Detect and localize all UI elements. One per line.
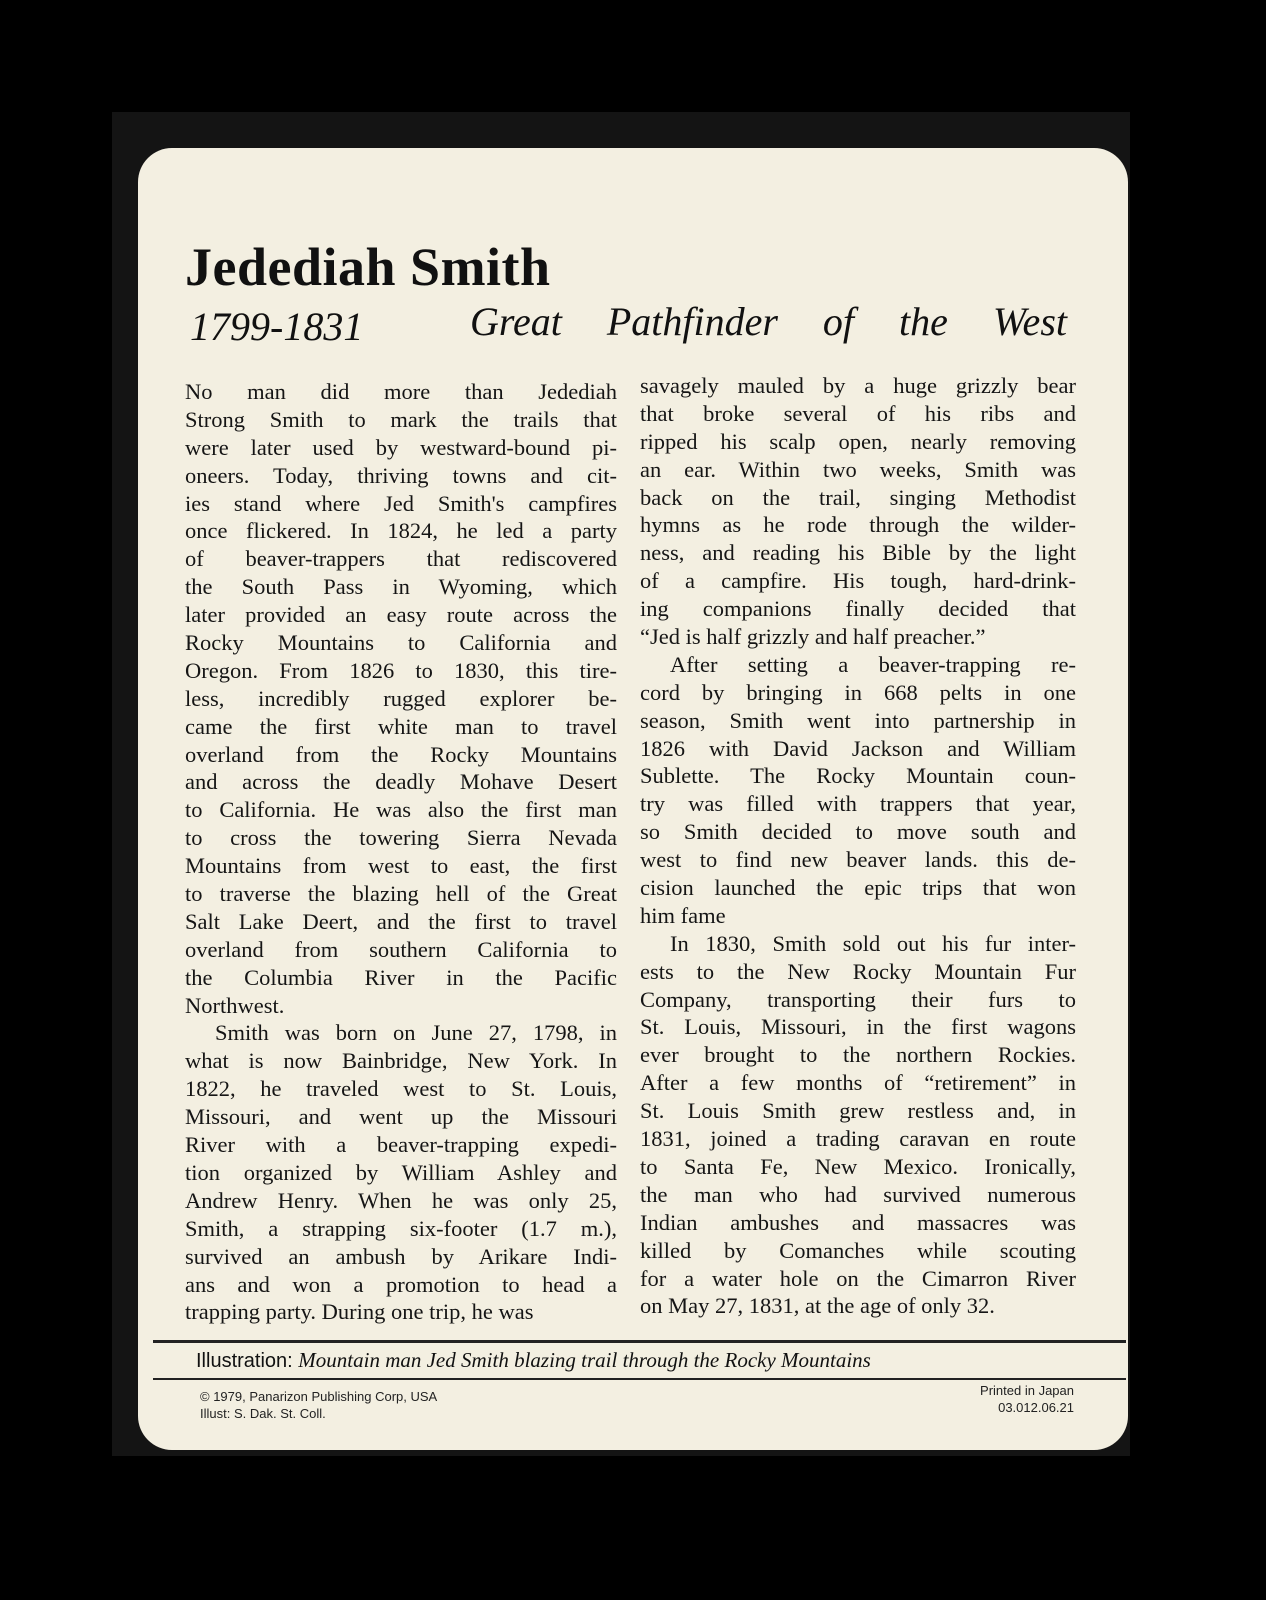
card-title: Jedediah Smith: [185, 237, 551, 297]
text-line: Sublette. The Rocky Mountain coun-: [640, 763, 1076, 789]
text-line: tion organized by William Ashley and: [185, 1159, 617, 1185]
card-code: 03.012.06.21: [998, 1400, 1074, 1415]
text-line: “Jed is half grizzly and half preacher.”: [640, 624, 986, 650]
text-line: Andrew Henry. When he was only 25,: [185, 1187, 617, 1213]
illustration-credit: Illust: S. Dak. St. Coll.: [200, 1406, 326, 1421]
text-line: what is now Bainbridge, New York. In: [185, 1048, 617, 1074]
text-line: Strong Smith to mark the trails that: [185, 406, 617, 432]
text-line: 1831, joined a trading caravan en route: [640, 1126, 1076, 1152]
text-line: Company, transporting their furs to: [640, 986, 1076, 1012]
right-column: [640, 372, 1076, 1320]
footer-right: [980, 1382, 1074, 1416]
printed-in: Printed in Japan: [980, 1383, 1074, 1398]
text-line: No man did more than Jedediah: [185, 379, 617, 404]
text-line: hymns as he rode through the wilder-: [640, 512, 1076, 538]
copyright: © 1979, Panarizon Publishing Corp, USA: [200, 1389, 438, 1404]
text-line: of beaver-trappers that rediscovered: [185, 546, 617, 572]
trading-card: [138, 148, 1128, 1450]
text-line: ness, and reading his Bible by the light: [640, 540, 1076, 566]
text-line: the South Pass in Wyoming, which: [185, 574, 617, 600]
text-line: less, incredibly rugged explorer be-: [185, 685, 617, 711]
caption-label: Illustration:: [196, 1350, 293, 1372]
text-line: to California. He was also the first man: [185, 797, 617, 823]
footer-left: [200, 1388, 437, 1422]
text-line: to Santa Fe, New Mexico. Ironically,: [640, 1153, 1076, 1179]
text-line: so Smith decided to move south and: [640, 819, 1076, 845]
text-line: trapping party. During one trip, he was: [185, 1299, 534, 1325]
text-line: Missouri, and went up the Missouri: [185, 1104, 617, 1130]
text-line: ever brought to the northern Rockies.: [640, 1042, 1076, 1068]
caption-text: Mountain man Jed Smith blazing trail through the Rocky Mountains: [298, 1348, 871, 1372]
text-line: of a campfire. His tough, hard-drink-: [640, 568, 1076, 594]
text-line: savagely mauled by a huge grizzly bear: [640, 373, 1076, 398]
text-line: later provided an easy route across the: [185, 602, 617, 628]
text-line: ests to the New Rocky Mountain Fur: [640, 958, 1076, 984]
text-line: back on the trail, singing Methodist: [640, 484, 1076, 510]
text-line: Mountains from west to east, the first: [185, 853, 617, 879]
text-line: and across the deadly Mohave Desert: [185, 769, 617, 795]
left-column: [185, 378, 617, 1326]
text-line: season, Smith went into partnership in: [640, 707, 1076, 733]
text-line: Oregon. From 1826 to 1830, this tire-: [185, 657, 617, 683]
text-line: west to find new beaver lands. this de-: [640, 847, 1076, 873]
text-line: try was filled with trappers that year,: [640, 791, 1076, 817]
text-line: ans and won a promotion to head a: [185, 1271, 617, 1297]
text-line: Rocky Mountains to California and: [185, 630, 617, 656]
text-line: 1826 with David Jackson and William: [640, 735, 1076, 761]
text-line: River with a beaver-trapping expedi-: [185, 1132, 617, 1158]
text-line: an ear. Within two weeks, Smith was: [640, 456, 1076, 482]
divider: [153, 1340, 1126, 1343]
text-line: Northwest.: [185, 992, 285, 1018]
text-line: him fame: [640, 902, 726, 928]
text-line: After setting a beaver-trapping re-: [670, 651, 1076, 677]
text-line: once flickered. In 1824, he led a party: [185, 518, 617, 544]
text-line: cision launched the epic trips that won: [640, 875, 1076, 901]
text-line: St. Louis, Missouri, in the first wagons: [640, 1014, 1076, 1040]
text-line: cord by bringing in 668 pelts in one: [640, 679, 1076, 705]
text-line: ies stand where Jed Smith's campfires: [185, 490, 617, 516]
text-line: Salt Lake Deert, and the first to travel: [185, 908, 617, 934]
illustration-caption: [196, 1348, 871, 1373]
text-line: on May 27, 1831, at the age of only 32.: [640, 1293, 995, 1319]
text-line: were later used by westward-bound pi-: [185, 434, 617, 460]
text-line: St. Louis Smith grew restless and, in: [640, 1098, 1076, 1124]
text-line: In 1830, Smith sold out his fur inter-: [670, 930, 1076, 956]
text-line: survived an ambush by Arikare Indi-: [185, 1243, 617, 1269]
text-line: Indian ambushes and massacres was: [640, 1209, 1076, 1235]
text-line: overland from the Rocky Mountains: [185, 741, 617, 767]
text-line: Smith was born on June 27, 1798, in: [215, 1020, 617, 1046]
text-line: overland from southern California to: [185, 936, 617, 962]
text-line: to traverse the blazing hell of the Great: [185, 881, 617, 907]
text-line: oneers. Today, thriving towns and cit-: [185, 462, 617, 488]
text-line: that broke several of his ribs and: [640, 400, 1076, 426]
text-line: Smith, a strapping six-footer (1.7 m.),: [185, 1215, 617, 1241]
text-line: After a few months of “retirement” in: [640, 1070, 1076, 1096]
text-line: 1822, he traveled west to St. Louis,: [185, 1076, 617, 1102]
text-line: killed by Comanches while scouting: [640, 1237, 1076, 1263]
tagline: Great Pathfinder of the West: [470, 299, 1067, 344]
divider: [153, 1378, 1126, 1380]
text-line: ripped his scalp open, nearly removing: [640, 428, 1076, 454]
life-dates: 1799-1831: [190, 304, 364, 349]
text-line: the man who had survived numerous: [640, 1181, 1076, 1207]
text-line: came the first white man to travel: [185, 713, 617, 739]
text-line: to cross the towering Sierra Nevada: [185, 825, 617, 851]
text-line: the Columbia River in the Pacific: [185, 964, 617, 990]
text-line: for a water hole on the Cimarron River: [640, 1265, 1076, 1291]
text-line: ing companions finally decided that: [640, 596, 1076, 622]
